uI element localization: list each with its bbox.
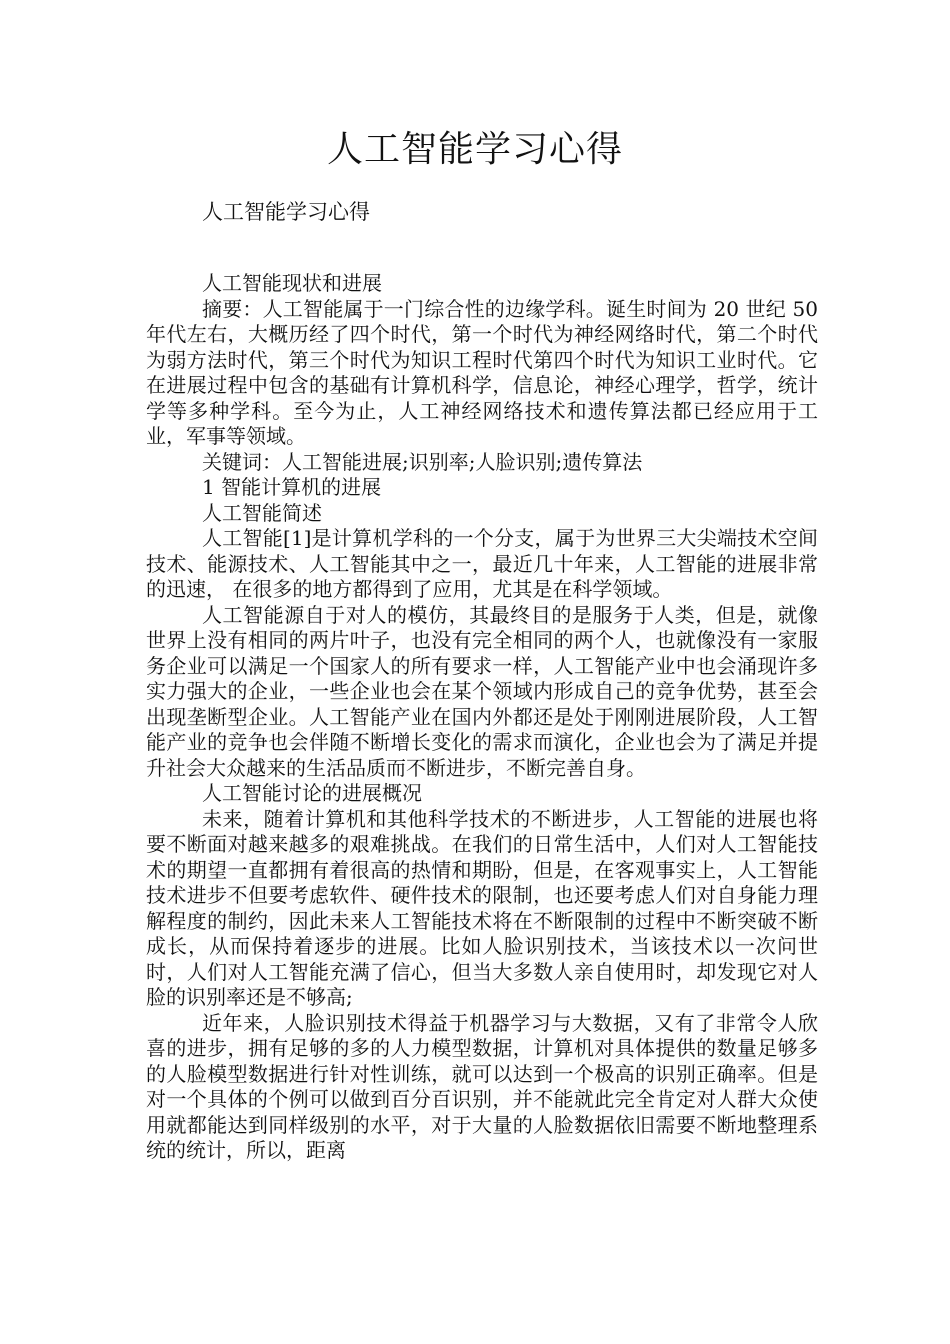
document-body	[146, 271, 818, 1164]
paragraph-intro-2: 人工智能源自于对人的模仿，其最终目的是服务于人类，但是，就像世界上没有相同的两片叶子，也没有完全相同的两个人，也就像没有一家服务企业可以满足一个国家人的所有要求一样，人工智能产业中也会涌现许多实力强大的企业，一些企业也会在某个领域内形成自己的竞争优势，甚至会出现垄断型企业。人工智能产业在国内外都还是处于刚刚进展阶段，人工智能产业的竞争也会伴随不断增长变化的需求而演化，企业也会为了满足并提升社会大众越来的生活品质而不断进步，不断完善自身。	[146, 602, 818, 780]
keywords-line: 关键词：人工智能进展;识别率;人脸识别;遗传算法	[202, 449, 643, 474]
subsection-heading-research: 人工智能讨论的进展概况	[202, 781, 422, 805]
document-title: 人工智能学习心得	[326, 129, 623, 170]
paragraph-intro-1: 人工智能[1]是计算机学科的一个分支，属于为世界三大尖端技术空间技术、能源技术、人工智能其中之一，最近几十年来，人工智能的进展非常的迅速， 在很多的地方都得到了应用，尤其是在科学领域。	[146, 526, 818, 601]
section-heading-main: 人工智能现状和进展	[202, 271, 382, 295]
paragraph-research-1: 未来，随着计算机和其他科学技术的不断进步，人工智能的进展也将要不断面对越来越多的艰难挑战。在我们的日常生活中，人们对人工智能技术的期望一直都拥有着很高的热情和期盼，但是，在客观事实上，人工智能技术进步不但要考虑软件、硬件技术的限制，也还要考虑人们对自身能力理解程度的制约，因此未来人工智能技术将在不断限制的过程中不断突破不断成长，从而保持着逐步的进展。比如人脸识别技术，当该技术以一次问世时，人们对人工智能充满了信心，但当大多数人亲自使用时，却发现它对人脸的识别率还是不够高;	[146, 806, 818, 1009]
paragraph-research-2: 近年来，人脸识别技术得益于机器学习与大数据，又有了非常令人欣喜的进步，拥有足够的多的人力模型数据，计算机对具体提供的数量足够多的人脸模型数据进行针对性训练，就可以达到一个极高的识别正确率。但是对一个具体的个例可以做到百分百识别，并不能就此完全肯定对人群大众使用就都能达到同样级别的水平，对于大量的人脸数据依旧需要不断地整理系统的统计，所以，距离	[146, 1010, 818, 1162]
abstract-paragraph: 摘要：人工智能属于一门综合性的边缘学科。诞生时间为 20 世纪 50 年代左右，大概历经了四个时代，第一个时代为神经网络时代，第二个时代为弱方法时代，第三个时代为知识工程时代第四个时代为知识工业时代。它在进展过程中包含的基础有计算机科学，信息论，神经心理学，哲学，统计学等多种学科。至今为止，人工神经网络技术和遗传算法都已经应用于工业，军事等领域。	[146, 296, 818, 448]
document-subtitle: 人工智能学习心得	[202, 200, 370, 224]
section-heading-1: 1 智能计算机的进展	[202, 475, 382, 499]
subsection-heading-intro: 人工智能简述	[202, 500, 322, 525]
